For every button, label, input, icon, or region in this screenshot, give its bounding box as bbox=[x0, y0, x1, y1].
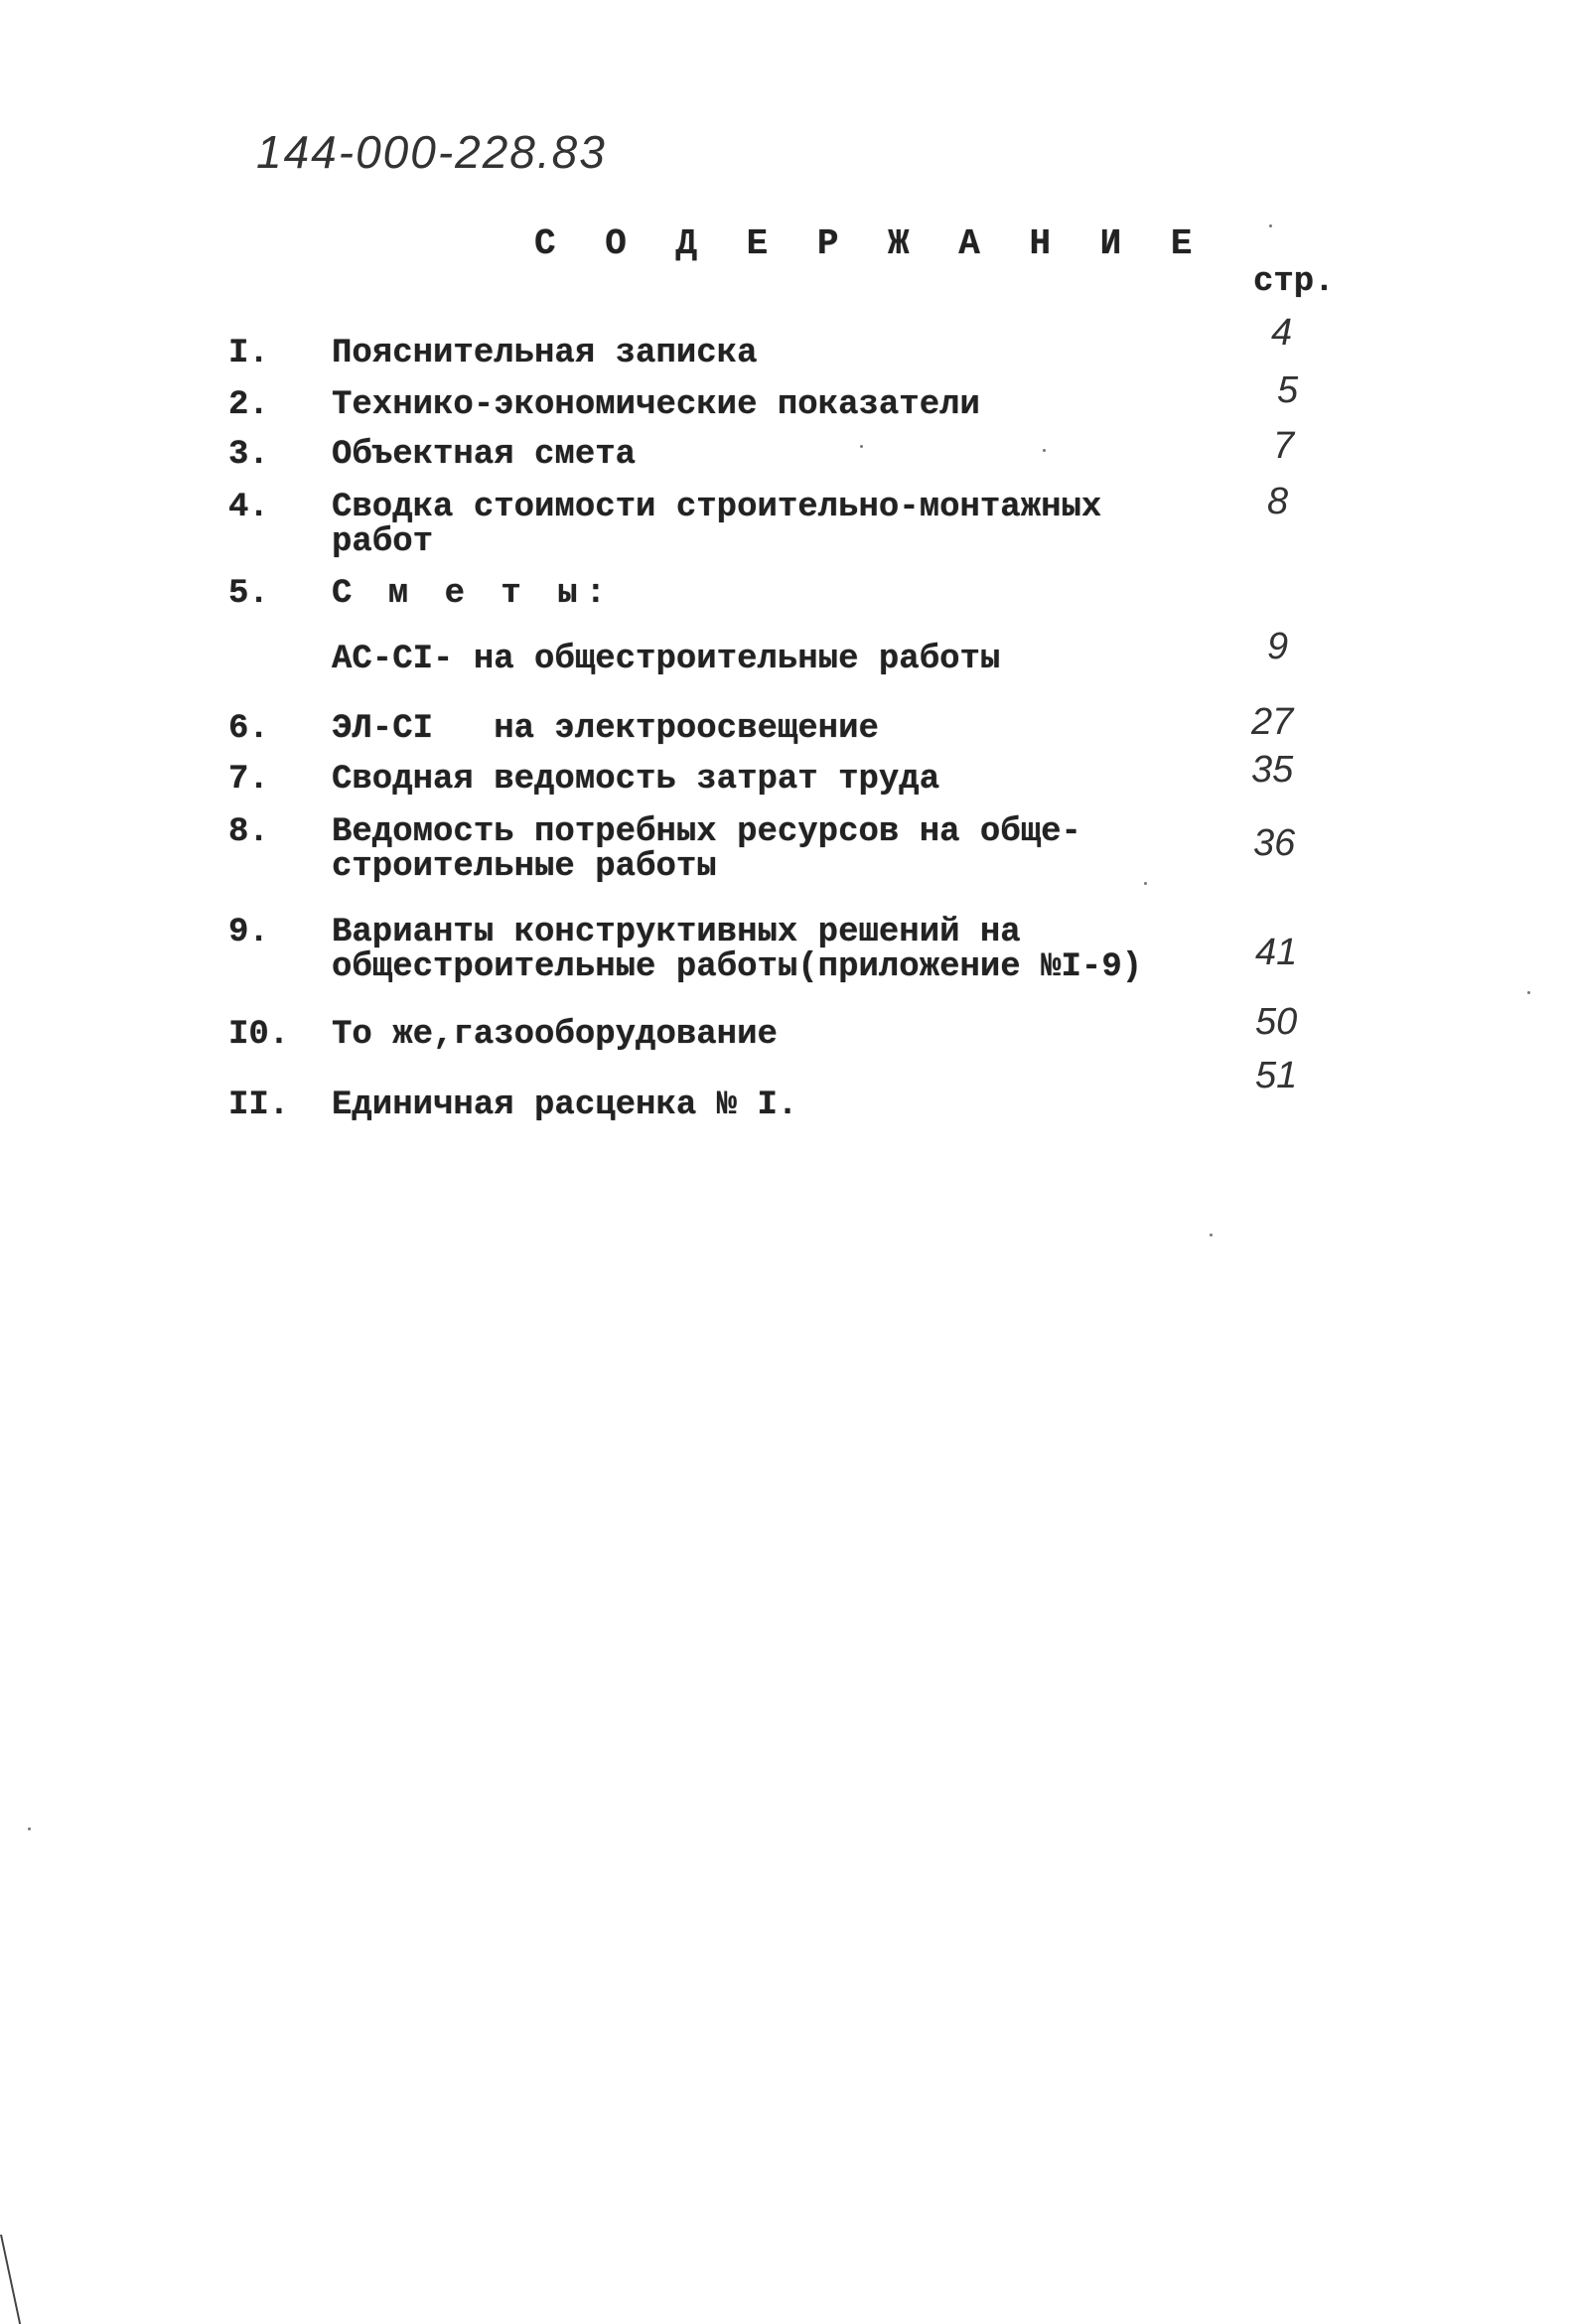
item-page: 7 bbox=[1273, 425, 1295, 467]
item-page: 4 bbox=[1271, 312, 1293, 354]
item-text: Объектная смета bbox=[332, 436, 637, 474]
scan-speck bbox=[860, 445, 863, 448]
item-page: 8 bbox=[1267, 481, 1289, 522]
item-number: I0. bbox=[228, 1016, 290, 1054]
item-text: работ bbox=[332, 523, 434, 561]
item-text: Технико-экономические показатели bbox=[332, 386, 980, 424]
scan-speck bbox=[1269, 224, 1272, 227]
item-page: 9 bbox=[1267, 626, 1289, 667]
item-number: 6. bbox=[228, 710, 269, 748]
item-text: С м е т ы: bbox=[332, 575, 615, 613]
item-text: строительные работы bbox=[332, 848, 717, 886]
item-text: Ведомость потребных ресурсов на обще- bbox=[332, 813, 1081, 851]
document-number: 144-000-228.83 bbox=[256, 126, 607, 178]
item-page: 50 bbox=[1255, 1001, 1298, 1043]
item-page: 51 bbox=[1255, 1055, 1298, 1096]
item-number: 7. bbox=[228, 761, 269, 799]
item-number: 3. bbox=[228, 436, 269, 474]
scan-speck bbox=[28, 1827, 31, 1830]
item-number: 4. bbox=[228, 489, 269, 526]
scan-speck bbox=[1144, 882, 1147, 885]
scan-edge-mark bbox=[0, 2235, 61, 2324]
item-text: Сводка стоимости строительно-монтажных bbox=[332, 489, 1102, 526]
item-text: Варианты конструктивных решений на bbox=[332, 914, 1021, 951]
item-page: 5 bbox=[1277, 369, 1299, 411]
item-text: Пояснительная записка bbox=[332, 335, 758, 372]
item-page: 35 bbox=[1251, 749, 1294, 791]
item-text: Сводная ведомость затрат труда bbox=[332, 761, 940, 799]
item-text: общестроительные работы(приложение №I-9) bbox=[332, 948, 1143, 986]
item-number: 9. bbox=[228, 914, 269, 951]
item-number: I. bbox=[228, 335, 269, 372]
scan-speck bbox=[1210, 1234, 1213, 1236]
item-number: 2. bbox=[228, 386, 269, 424]
item-text: АС-CI- на общестроительные работы bbox=[332, 641, 1001, 678]
item-text: Единичная расценка № I. bbox=[332, 1087, 798, 1124]
item-number: 8. bbox=[228, 813, 269, 851]
item-text: То же,газооборудование bbox=[332, 1016, 778, 1054]
page-title: С О Д Е Р Ж А Н И Е bbox=[534, 223, 1207, 264]
item-number: 5. bbox=[228, 575, 269, 613]
scan-speck bbox=[1043, 449, 1046, 452]
item-text: ЭЛ-CI на электроосвещение bbox=[332, 710, 879, 748]
item-page: 36 bbox=[1253, 822, 1296, 864]
item-number: II. bbox=[228, 1087, 290, 1124]
item-page: 41 bbox=[1255, 932, 1298, 973]
page-column-label: стр. bbox=[1253, 263, 1335, 301]
scan-speck bbox=[1527, 991, 1530, 994]
item-page: 27 bbox=[1251, 701, 1294, 743]
